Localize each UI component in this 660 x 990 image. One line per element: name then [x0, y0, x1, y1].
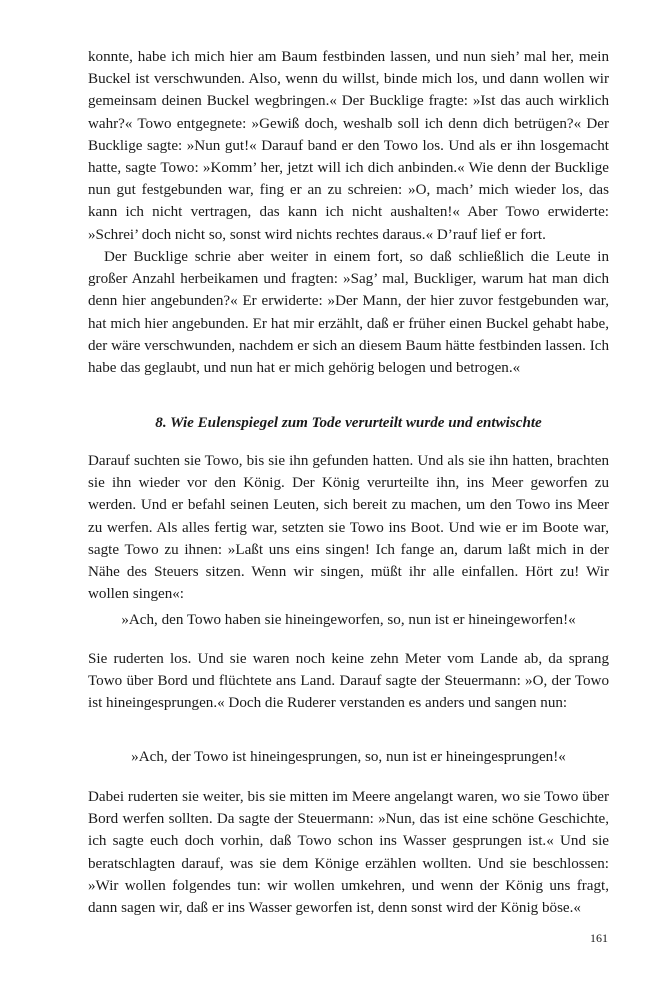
verse-hineingesprungen: »Ach, der Towo ist hineingesprungen, so, nun ist er hineingesprungen!« — [131, 749, 566, 765]
paragraph-bucklige-losbinden: konnte, habe ich mich hier am Baum festbinden lassen, und nun sieh’ mal her, mein Buckel ist verschwunden. Also, wenn du willst, binde mich los, und dann wollen wir gemeinsam deinen Buckel wegbringen.« Der Bucklige fragte: »Ist das auch wirklich wahr?« Towo entgegnete: »Gewiß doch, weshalb soll ich denn dich betrügen?« Der Bucklige sagte: »Nun gut!« Darauf band er den Towo los. Und als er ihn losgemacht hatte, sagte Towo: »Komm’ her, jetzt will ich dich anbinden.« Wie denn der Bucklige nun gut festgebunden war, fing er an zu schreien: »O, mach’ mich wieder los, das kann ich nicht vertragen, das kann ich nicht aushalten!« Aber Towo erwiderte: »Schrei’ doch nicht so, sonst wird nichts rechtes daraus.« D’rauf lief er fort. — [88, 49, 609, 243]
paragraph-steuermann: Dabei ruderten sie weiter, bis sie mitten im Meere angelangt waren, wo sie Towo über Bord werfen sollten. Da sagte der Steuermann: »Nun, das ist eine schöne Geschichte, ich sagte euch doch vorhin, daß Towo schon ins Wasser gesprungen ist.« Und sie beratschlagten darauf, was sie dem Könige erzählen wollten. Und sie beschlossen: »Wir wollen folgendes tun: wir wollen umkehren, und wenn der König uns fragt, dann sagen wir, daß er ins Wasser geworfen ist, denn sonst wird der König böse.« — [88, 789, 609, 917]
chapter-heading: 8. Wie Eulenspiegel zum Tode verurteilt wurde und entwischte — [155, 415, 542, 431]
page-number: 161 — [590, 931, 608, 945]
verse-hineingeworfen: »Ach, den Towo haben sie hineingeworfen, so, nun ist er hineingeworfen!« — [121, 612, 576, 628]
paragraph-towo-im-boot: Darauf suchten sie Towo, bis sie ihn gefunden hatten. Und als sie ihn hatten, brachten sie ihn wieder vor den König. Der König verurteilte ihn, ins Meer geworfen zu werden. Und er befahl seinen Leuten, sich bereit zu machen, um den Towo ins Meer zu werfen. Als alles fertig war, setzten sie Towo ins Boot. Und wie er im Boote war, sagte Towo zu ihnen: »Laßt uns eins singen! Ich fange an, darum laßt mich in der Nähe des Steuers sitzen. Wenn wir singen, müßt ihr alle einfallen. Hört zu! Wir wollen singen«: — [88, 453, 609, 603]
paragraph-bucklige-schreit: Der Bucklige schrie aber weiter in einem fort, so daß schließlich die Leute in großer Anzahl herbeikamen und fragten: »Sag’ mal, Buckliger, warum hat man dich denn hier angebunden?« Er erwiderte: »Der Mann, der hier zuvor festgebunden war, hat mich hier angebunden. Er hat mir erzählt, daß er früher einen Buckel gehabt habe, der wäre verschwunden, nachdem er sich an diesem Baum hätte festbinden lassen. Ich habe das geglaubt, und nun hat er mich gehörig belogen und betrogen.« — [88, 249, 609, 377]
paragraph-towo-springt: Sie ruderten los. Und sie waren noch keine zehn Meter vom Lande ab, da sprang Towo über Bord und flüchtete ans Land. Darauf sagte der Steuermann: »O, der Towo ist hineingesprungen.« Doch die Ruderer verstanden es anders und sangen nun: — [88, 651, 609, 712]
